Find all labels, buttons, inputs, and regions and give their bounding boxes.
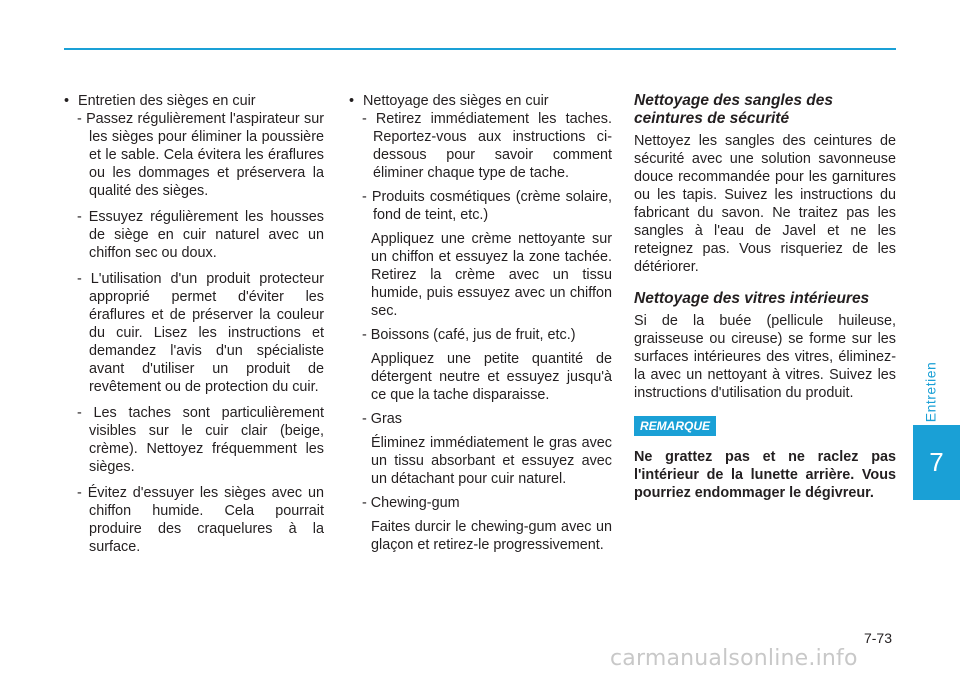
chapter-side-label [918,362,942,422]
header-rule [64,48,896,50]
chapter-number: 7 [929,447,944,477]
list-item-detail: Appliquez une crème nettoyante sur un chiffon et essuyez la zone tachée. Retirez la crème avec un tissu humide, puis essuyez avec un chiffon sec. [371,231,612,319]
list-item: - Produits cosmétiques (crème solaire, fond de teint, etc.) [362,189,612,223]
note-text: Ne grattez pas et ne raclez pas l'intérieur de la lunette arrière. Vous pourriez endommager le dégivreur. [634,449,896,501]
seatbelt-cleaning-text: Nettoyez les sangles des ceintures de sécurité avec une solution savonneuse douce recommandée pour les garnitures ou les tapis. Suivez les instructions du fabricant du savon. Ne traitez pas les sangles à l'eau de Javel et ne les reteignez pas. Vous risqueriez de les détériorer. [634,133,896,275]
list-item: - Retirez immédiatement les taches. Reportez-vous aux instructions ci-dessous pour savoir comment éliminer chaque type de tache. [362,111,612,181]
list-item-detail: Faites durcir le chewing-gum avec un glaçon et retirez-le progressivement. [371,519,612,553]
window-cleaning-text: Si de la buée (pellicule huileuse, graisseuse ou cireuse) se forme sur les surfaces intérieures des vitres, éliminez-la avec un nettoyant à vitres. Suivez les instructions d'utilisation du produit. [634,313,896,401]
list-item: - Évitez d'essuyer les sièges avec un chiffon humide. Cela pourrait produire des craquelures à la surface. [77,485,324,555]
column-1 [64,92,324,564]
list-item: - Passez régulièrement l'aspirateur sur les sièges pour éliminer la poussière et le sable. Cela évitera les éraflures ou les dommages et préservera la qualité des sièges. [77,111,324,199]
list-item: - Boissons (café, jus de fruit, etc.) [362,327,576,343]
list-item: - Les taches sont particulièrement visibles sur le cuir clair (beige, crème). Nettoyez fréquemment les sièges. [77,405,324,475]
note-badge: REMARQUE [634,416,716,436]
list-item: - L'utilisation d'un produit protecteur approprié permet d'éviter les éraflures et de préserver la couleur du cuir. Lisez les instructions et demandez l'avis d'un spécialiste avant d'utiliser un produit de revêtement ou de protection du cuir. [77,271,324,395]
column-3 [634,92,896,502]
column-2 [349,92,612,560]
heading-window-cleaning: Nettoyage des vitres intérieures [634,290,870,307]
chapter-title: Entretien [922,361,939,423]
list-item-detail: Éliminez immédiatement le gras avec un tissu absorbant et essuyez avec un détachant pour cuir naturel. [371,435,612,487]
bullet-leather-maintenance: • Entretien des sièges en cuir [64,92,324,110]
page-number: 7-73 [863,630,892,646]
watermark: carmanualsonline.info [610,646,858,671]
list-item-detail: Appliquez une petite quantité de détergent neutre et essuyez jusqu'à ce que la tache disparaisse. [371,351,612,403]
list-item: - Gras [362,411,402,427]
bullet-leather-cleaning: • Nettoyage des sièges en cuir [349,92,612,110]
chapter-number-tab [913,425,960,500]
list-item: - Essuyez régulièrement les housses de siège en cuir naturel avec un chiffon sec ou doux. [77,209,324,261]
list-item: - Chewing-gum [362,495,460,511]
heading-seatbelt-cleaning: Nettoyage des sangles des ceintures de sécurité [634,92,833,127]
